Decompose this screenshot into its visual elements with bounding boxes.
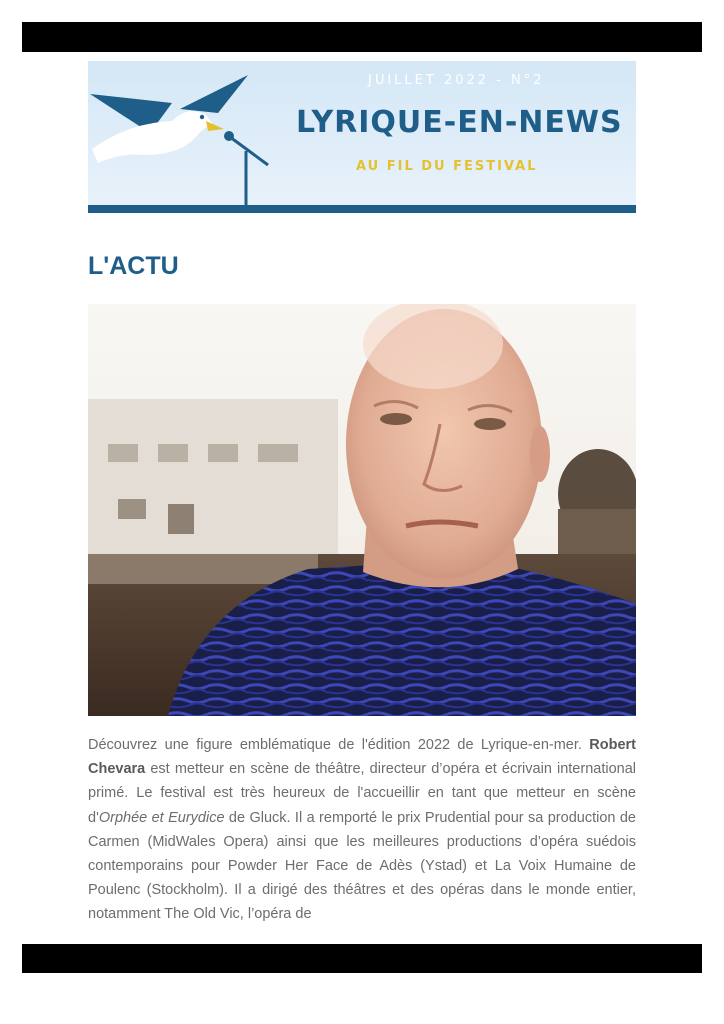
article-person-name: Robert Chevara	[88, 737, 636, 778]
article-intro: Découvrez une figure emblématique de l'édition 2022 de Lyrique-en-mer.	[88, 737, 590, 753]
banner-underline	[88, 205, 636, 213]
section-title: L'ACTU	[88, 252, 179, 280]
seagull-microphone-logo	[88, 61, 288, 207]
article-text-2: de Gluck. Il a remporté le prix Prudential pour sa production de Carmen (MidWales Opera) ainsi que les meilleures productions d’opéra suédois contemporains pour Powder Her Face de Adès (Ystad) et La Voix Humaine de Poulenc (Stockholm). Il a dirigé des théâtres et des opéras dans le monde entier, notamment The Old Vic, l’opéra de	[88, 809, 636, 923]
newsletter-banner	[88, 61, 636, 207]
newsletter-tagline: AU FIL DU FESTIVAL	[356, 159, 538, 174]
article-work-title: Orphée et Eurydice	[98, 809, 225, 826]
bottom-black-bar	[22, 944, 702, 973]
portrait-photo	[88, 304, 636, 716]
article-body	[88, 733, 636, 941]
top-black-bar	[22, 22, 702, 52]
newsletter-title: LYRIQUE-EN-NEWS	[296, 105, 623, 140]
issue-label: JUILLET 2022 - N°2	[368, 73, 545, 88]
article-text-1: est metteur en scène de théâtre, directeur d’opéra et écrivain international primé. Le festival est très heureux de l'accueillir en tant que metteur en scène d'	[88, 761, 636, 826]
